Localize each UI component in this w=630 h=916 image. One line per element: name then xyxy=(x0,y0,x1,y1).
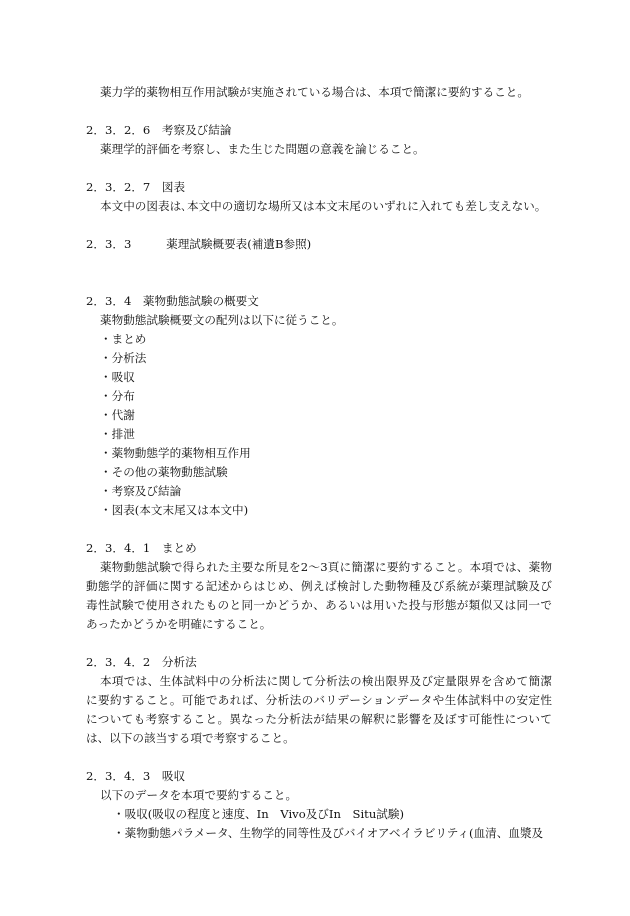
list-item: ・吸収 xyxy=(100,370,135,384)
heading-2-3-2-6: 2．3．2．6 考察及び結論 xyxy=(86,123,232,137)
list-item: ・その他の薬物動態試験 xyxy=(100,465,228,479)
paragraph-line: は、以下の該当する項で考察すること。 xyxy=(86,731,295,745)
list-item: ・代謝 xyxy=(100,408,135,422)
heading-2-3-4-1: 2．3．4．1 まとめ xyxy=(86,541,197,555)
paragraph-2-3-2-7: 本文中の図表は､本文中の適切な場所又は本文末尾のいずれに入れても差し支えない。 xyxy=(100,199,547,213)
heading-2-3-4: 2．3．4 薬物動態試験の概要文 xyxy=(86,294,259,308)
paragraph-line: に要約すること。可能であれば、分析法のバリデーションデータや生体試料中の安定性 xyxy=(86,693,552,707)
list-item: ・分布 xyxy=(100,389,135,403)
heading-2-3-4-3: 2．3．4．3 吸収 xyxy=(86,769,186,783)
paragraph-2-3-4-3-intro: 以下のデータを本項で要約すること。 xyxy=(100,788,298,802)
heading-2-3-4-2: 2．3．4．2 分析法 xyxy=(86,655,197,669)
paragraph-2-3-4-intro: 薬物動態試験概要文の配列は以下に従うこと。 xyxy=(100,313,344,327)
list-item: ・まとめ xyxy=(100,332,147,346)
paragraph-line: 毒性試験で使用されたものと同一かどうか、あるいは用いた投与形態が類似又は同一で xyxy=(86,598,552,612)
list-item: ・排泄 xyxy=(100,427,135,441)
paragraph-line: あったかどうかを明確にすること。 xyxy=(86,617,272,631)
list-item: ・図表(本文末尾又は本文中) xyxy=(100,503,249,517)
list-item: ・分析法 xyxy=(100,351,147,365)
paragraph-2-3-2-6: 薬理学的評価を考察し、また生じた問題の意義を論じること。 xyxy=(100,142,425,156)
list-item: ・薬物動態パラメータ、生物学的同等性及びバイオアベイラビリティ(血清、血漿及 xyxy=(113,826,544,840)
paragraph-line: についても考察すること。異なった分析法が結果の解釈に影響を及ぼす可能性について xyxy=(86,712,552,726)
heading-2-3-2-7: 2．3．2．7 図表 xyxy=(86,180,186,194)
paragraph-pd-interaction: 薬力学的薬物相互作用試験が実施されている場合は、本項で簡潔に要約すること。 xyxy=(100,85,529,99)
paragraph-line: 薬物動態試験で得られた主要な所見を2～3頁に簡潔に要約すること。本項では、薬物 xyxy=(100,560,552,574)
list-item: ・吸収(吸収の程度と速度、In Vivo及びIn Situ試験) xyxy=(113,807,405,821)
heading-2-3-3: 2．3．3 薬理試験概要表(補遺B参照) xyxy=(86,237,312,251)
list-item: ・薬物動態学的薬物相互作用 xyxy=(100,446,251,460)
paragraph-line: 動態学的評価に関する記述からはじめ、例えば検討した動物種及び系統が薬理試験及び xyxy=(86,579,552,593)
list-item: ・考察及び結論 xyxy=(100,484,182,498)
paragraph-line: 本項では、生体試料中の分析法に関して分析法の検出限界及び定量限界を含めて簡潔 xyxy=(100,674,552,688)
